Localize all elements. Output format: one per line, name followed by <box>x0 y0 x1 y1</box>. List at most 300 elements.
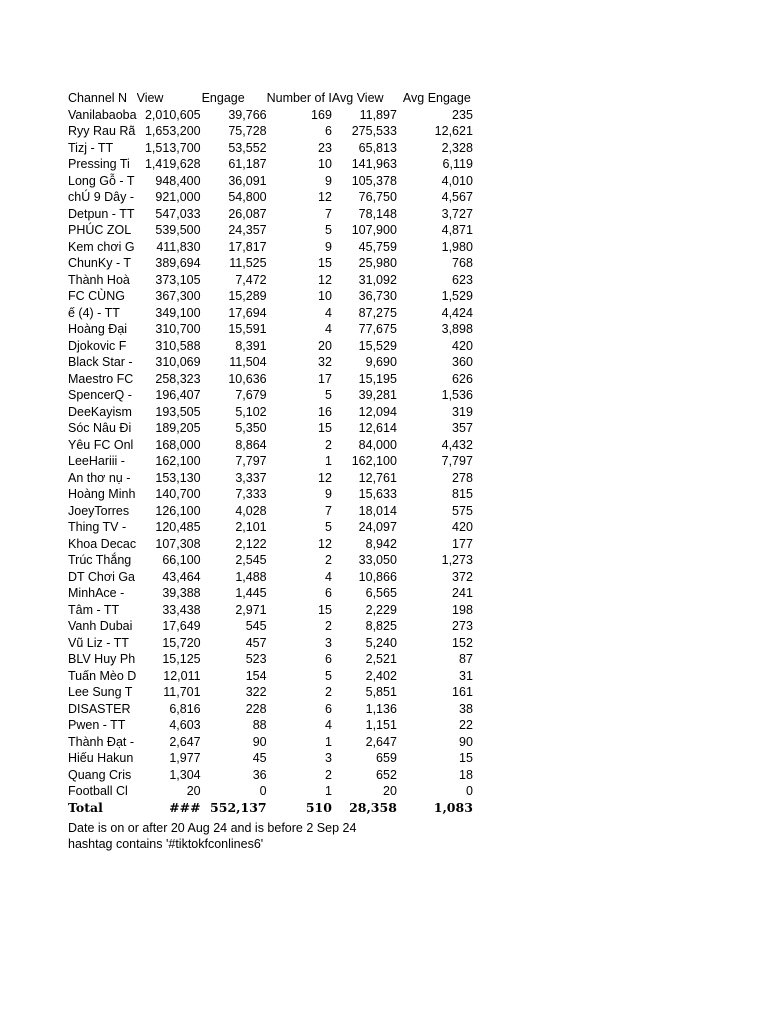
view-cell[interactable]: 15,720 <box>162 635 201 650</box>
view-cell[interactable]: 193,505 <box>155 404 201 419</box>
table-row <box>68 552 473 569</box>
avg-engage-cell[interactable]: 278 <box>452 470 473 485</box>
view-cell[interactable]: 66,100 <box>162 553 201 567</box>
avg-view-cell[interactable]: 12,614 <box>358 421 397 435</box>
channel-name-cell[interactable]: JoeyTorres <box>68 503 130 518</box>
channel-name-cell[interactable]: Kem chơi G <box>68 239 135 254</box>
header-avg-view[interactable]: Avg View <box>331 91 384 105</box>
number-of-cell[interactable]: 5 <box>324 668 332 683</box>
avg-engage-cell[interactable]: 1,536 <box>441 388 473 402</box>
avg-view-cell[interactable]: 36,730 <box>358 289 397 303</box>
avg-engage-cell[interactable]: 4,432 <box>441 437 473 452</box>
engage-cell[interactable]: 7,797 <box>235 454 267 468</box>
view-cell[interactable]: 2,010,605 <box>144 107 201 122</box>
engage-cell[interactable]: 457 <box>245 635 267 650</box>
avg-engage-cell[interactable]: 241 <box>452 586 473 600</box>
avg-view-cell[interactable]: 77,675 <box>358 322 397 336</box>
channel-name-cell[interactable]: Djokovic F <box>68 338 127 353</box>
table-row <box>68 684 473 701</box>
avg-engage-cell[interactable]: 87 <box>459 652 473 666</box>
table-row <box>68 222 473 239</box>
channel-name-cell[interactable]: Lee Sung T <box>68 685 133 699</box>
number-of-cell[interactable]: 17 <box>318 371 332 386</box>
avg-engage-cell[interactable]: 4,567 <box>441 190 473 204</box>
channel-name-cell[interactable]: Pwen - TT <box>68 718 126 732</box>
avg-view-cell[interactable]: 31,092 <box>358 272 397 287</box>
table-row <box>68 272 473 289</box>
avg-view-cell[interactable]: 65,813 <box>358 140 397 155</box>
table-row <box>68 354 473 371</box>
table-row <box>68 767 473 784</box>
engage-cell[interactable]: 17,694 <box>228 305 267 320</box>
avg-engage-cell[interactable]: 319 <box>452 404 473 419</box>
avg-view-cell[interactable]: 15,529 <box>358 338 397 353</box>
engage-cell[interactable]: 90 <box>252 734 267 749</box>
table-row <box>68 305 473 322</box>
avg-view-cell[interactable]: 12,094 <box>358 404 397 419</box>
table-row <box>68 750 473 767</box>
avg-engage-cell[interactable]: 177 <box>452 536 473 551</box>
view-cell[interactable]: 367,300 <box>155 289 201 303</box>
header-number-of[interactable]: Number of I <box>266 91 332 105</box>
engage-cell[interactable]: 0 <box>259 784 267 798</box>
view-cell[interactable]: 39,388 <box>162 586 201 600</box>
number-of-cell[interactable]: 4 <box>324 305 332 320</box>
view-cell[interactable]: 162,100 <box>155 454 201 468</box>
filter-notes <box>68 820 356 852</box>
view-cell[interactable]: 33,438 <box>162 602 201 617</box>
engage-cell[interactable]: 45 <box>252 751 267 765</box>
engage-cell[interactable]: 2,545 <box>235 553 267 567</box>
view-cell[interactable]: 196,407 <box>155 388 201 402</box>
channel-name-cell[interactable]: Hoàng Minh <box>68 487 136 501</box>
avg-engage-cell[interactable]: 357 <box>452 421 473 435</box>
number-of-cell[interactable]: 2 <box>324 619 332 633</box>
view-cell[interactable]: 6,816 <box>169 701 201 716</box>
avg-view-cell[interactable]: 1,151 <box>365 718 397 732</box>
table-row <box>68 602 473 619</box>
table-row <box>68 288 473 305</box>
number-of-cell[interactable]: 4 <box>324 569 332 584</box>
number-of-cell[interactable]: 6 <box>324 652 332 666</box>
engage-cell[interactable]: 228 <box>245 701 267 716</box>
table-row <box>68 519 473 536</box>
view-cell[interactable]: 11,701 <box>163 685 201 699</box>
avg-view-cell[interactable]: 33,050 <box>358 553 397 567</box>
avg-engage-cell[interactable]: 7,797 <box>441 454 473 468</box>
avg-view-cell[interactable]: 5,240 <box>365 635 397 650</box>
avg-view-cell[interactable]: 87,275 <box>358 305 397 320</box>
table-row <box>68 668 473 685</box>
channel-name-cell[interactable]: ChunKy - T <box>68 256 131 270</box>
channel-name-cell[interactable]: ế (4) - TT <box>68 305 120 320</box>
number-of-cell[interactable]: 12 <box>318 536 332 551</box>
avg-view-cell[interactable]: 9,690 <box>365 355 397 369</box>
avg-engage-cell[interactable]: 38 <box>459 701 473 716</box>
view-cell[interactable]: 107,308 <box>155 536 201 551</box>
number-of-cell[interactable]: 16 <box>318 404 332 419</box>
channel-name-cell[interactable]: Hiếu Hakun <box>68 751 134 765</box>
number-of-cell[interactable]: 20 <box>318 338 332 353</box>
avg-view-cell[interactable]: 2,647 <box>365 734 397 749</box>
channel-name-cell[interactable]: Vanh Dubai <box>68 619 133 633</box>
avg-engage-cell[interactable]: 4,424 <box>441 305 473 320</box>
engage-cell[interactable]: 36 <box>252 767 267 782</box>
number-of-cell[interactable]: 15 <box>318 256 332 270</box>
avg-engage-cell[interactable]: 12,621 <box>434 124 473 138</box>
number-of-cell[interactable]: 5 <box>324 520 332 534</box>
avg-view-cell[interactable]: 659 <box>376 751 397 765</box>
engage-cell[interactable]: 2,971 <box>235 602 267 617</box>
avg-view-cell[interactable]: 1,136 <box>365 701 397 716</box>
view-cell[interactable]: 349,100 <box>155 305 201 320</box>
table-row <box>68 156 473 173</box>
engage-cell[interactable]: 5,102 <box>235 404 267 419</box>
table-row <box>68 717 473 734</box>
view-cell[interactable]: 4,603 <box>169 718 201 732</box>
avg-engage-cell[interactable]: 198 <box>452 602 473 617</box>
view-cell[interactable]: 1,304 <box>169 767 201 782</box>
avg-engage-cell[interactable]: 420 <box>452 520 473 534</box>
engage-cell[interactable]: 523 <box>245 652 267 666</box>
table-row <box>68 569 473 586</box>
avg-engage-cell[interactable]: 161 <box>452 685 473 699</box>
avg-view-cell[interactable]: 162,100 <box>351 454 397 468</box>
channel-name-cell[interactable]: Black Star - <box>68 355 133 369</box>
channel-name-cell[interactable]: DT Chơi Ga <box>68 569 136 584</box>
engage-cell[interactable]: 61,187 <box>228 157 267 171</box>
number-of-cell[interactable]: 23 <box>318 140 332 155</box>
engage-cell[interactable]: 11,525 <box>229 256 267 270</box>
view-cell[interactable]: 310,069 <box>155 355 201 369</box>
avg-engage-cell[interactable]: 3,727 <box>441 206 473 221</box>
view-cell[interactable]: 2,647 <box>169 734 201 749</box>
view-cell[interactable]: 15,125 <box>162 652 201 666</box>
avg-engage-cell[interactable]: 575 <box>452 503 473 518</box>
view-cell[interactable]: 17,649 <box>162 619 201 633</box>
engage-cell[interactable]: 3,337 <box>235 470 267 485</box>
table-row <box>68 206 473 223</box>
number-of-cell[interactable]: 4 <box>324 718 332 732</box>
number-of-cell[interactable]: 2 <box>324 553 332 567</box>
number-of-cell[interactable]: 15 <box>318 421 332 435</box>
avg-view-cell[interactable]: 8,825 <box>365 619 397 633</box>
engage-cell[interactable]: 39,766 <box>228 107 267 122</box>
view-cell[interactable]: 153,130 <box>155 470 201 485</box>
view-cell[interactable]: 120,485 <box>155 520 201 534</box>
engage-cell[interactable]: 7,333 <box>235 487 267 501</box>
number-of-cell[interactable]: 12 <box>318 190 332 204</box>
channel-name-cell[interactable]: Maestro FC <box>68 371 134 386</box>
avg-engage-cell[interactable]: 235 <box>452 107 473 122</box>
avg-engage-cell[interactable]: 0 <box>465 784 473 798</box>
avg-view-cell[interactable]: 15,195 <box>358 371 397 386</box>
number-of-cell[interactable]: 12 <box>318 470 332 485</box>
engage-cell[interactable]: 545 <box>245 619 267 633</box>
engage-cell[interactable]: 2,122 <box>235 536 267 551</box>
view-cell[interactable]: 258,323 <box>155 371 201 386</box>
number-of-cell[interactable]: 3 <box>324 751 332 765</box>
avg-view-cell[interactable]: 20 <box>383 784 397 798</box>
number-of-cell[interactable]: 6 <box>324 586 332 600</box>
avg-engage-cell[interactable]: 623 <box>452 272 473 287</box>
avg-view-cell[interactable]: 6,565 <box>365 586 397 600</box>
view-cell[interactable]: 310,588 <box>155 338 201 353</box>
engage-cell[interactable]: 8,391 <box>235 338 267 353</box>
channel-name-cell[interactable]: Football Cl <box>68 784 128 798</box>
number-of-cell[interactable]: 6 <box>324 124 332 138</box>
channel-name-cell[interactable]: Tuấn Mèo D <box>68 668 137 683</box>
number-of-cell[interactable]: 2 <box>324 767 332 782</box>
engage-cell[interactable]: 15,591 <box>228 322 267 336</box>
number-of-cell[interactable]: 2 <box>324 437 332 452</box>
view-cell[interactable]: 20 <box>186 784 201 798</box>
avg-engage-cell[interactable]: 18 <box>459 767 473 782</box>
avg-view-cell[interactable]: 15,633 <box>358 487 397 501</box>
engage-cell[interactable]: 4,028 <box>235 503 267 518</box>
total-avg-engage[interactable]: 1,083 <box>433 799 473 815</box>
number-of-cell[interactable]: 9 <box>324 173 332 188</box>
view-cell[interactable]: 389,694 <box>155 256 201 270</box>
view-cell[interactable]: 12,011 <box>163 668 201 683</box>
channel-name-cell[interactable]: Thành Đạt - <box>68 734 135 749</box>
view-cell[interactable]: 948,400 <box>155 173 201 188</box>
number-of-cell[interactable]: 1 <box>324 454 332 468</box>
avg-view-cell[interactable]: 45,759 <box>358 239 397 254</box>
channel-name-cell[interactable]: Vũ Liz - TT <box>68 635 129 650</box>
avg-view-cell[interactable]: 12,761 <box>358 470 397 485</box>
header-avg-engage[interactable]: Avg Engage <box>402 91 471 105</box>
total-engage[interactable]: 552,137 <box>210 799 267 815</box>
number-of-cell[interactable]: 7 <box>324 503 332 518</box>
view-cell[interactable]: 1,977 <box>169 751 201 765</box>
view-cell[interactable]: 126,100 <box>155 503 201 518</box>
view-cell[interactable]: 1,419,628 <box>144 157 201 171</box>
avg-view-cell[interactable]: 25,980 <box>358 256 397 270</box>
channel-name-cell[interactable]: FC CÙNG <box>68 289 125 303</box>
view-cell[interactable]: 1,653,200 <box>144 124 201 138</box>
engage-cell[interactable]: 11,504 <box>229 355 267 369</box>
number-of-cell[interactable]: 1 <box>324 734 332 749</box>
total-avg-view[interactable]: 28,358 <box>349 799 397 815</box>
table-row <box>68 437 473 454</box>
channel-name-cell[interactable]: Tâm - TT <box>68 602 120 617</box>
avg-engage-cell[interactable]: 15 <box>459 751 473 765</box>
channel-name-cell[interactable]: Trúc Thắng <box>68 553 132 567</box>
header-channel-name[interactable]: Channel N <box>68 91 128 105</box>
engage-cell[interactable]: 10,636 <box>228 371 267 386</box>
channel-name-cell[interactable]: MinhAce - <box>68 586 125 600</box>
channel-name-cell[interactable]: Detpun - TT <box>68 206 135 221</box>
number-of-cell[interactable]: 10 <box>318 157 332 171</box>
avg-view-cell[interactable]: 107,900 <box>351 223 397 237</box>
engage-cell[interactable]: 24,357 <box>228 223 267 237</box>
channel-name-cell[interactable]: SpencerQ - <box>68 388 132 402</box>
number-of-cell[interactable]: 5 <box>324 388 332 402</box>
avg-view-cell[interactable]: 39,281 <box>358 388 397 402</box>
channel-name-cell[interactable]: DeeKayism <box>68 404 132 419</box>
table-row <box>68 536 473 553</box>
avg-view-cell[interactable]: 8,942 <box>365 536 397 551</box>
table-row <box>68 107 473 124</box>
number-of-cell[interactable]: 7 <box>324 206 332 221</box>
channel-name-cell[interactable]: Thing TV - <box>68 520 127 534</box>
engage-cell[interactable]: 54,800 <box>228 190 267 204</box>
avg-engage-cell[interactable]: 768 <box>452 256 473 270</box>
total-number-of[interactable]: 510 <box>305 799 332 815</box>
channel-name-cell[interactable]: LeeHariii - <box>68 454 125 468</box>
header-view[interactable]: View <box>136 91 164 105</box>
avg-view-cell[interactable]: 11,897 <box>359 107 397 122</box>
hashtag-filter-note[interactable]: hashtag contains '#tiktokfconlines6' <box>68 837 264 851</box>
avg-view-cell[interactable]: 652 <box>376 767 397 782</box>
number-of-cell[interactable]: 9 <box>324 239 332 254</box>
channel-name-cell[interactable]: PHÚC ZOL <box>68 223 132 237</box>
avg-view-cell[interactable]: 24,097 <box>358 520 397 534</box>
table-row <box>68 239 473 256</box>
channel-name-cell[interactable]: An thơ nụ - <box>68 470 131 485</box>
channel-name-cell[interactable]: Thành Hoà <box>68 272 130 287</box>
header-row <box>68 90 473 107</box>
avg-view-cell[interactable]: 84,000 <box>358 437 397 452</box>
avg-engage-cell[interactable]: 2,328 <box>441 140 473 155</box>
engage-cell[interactable]: 75,728 <box>228 124 267 138</box>
engage-cell[interactable]: 5,350 <box>235 421 267 435</box>
table-body <box>68 107 473 800</box>
avg-view-cell[interactable]: 2,402 <box>365 668 397 683</box>
engage-cell[interactable]: 154 <box>245 668 267 683</box>
number-of-cell[interactable]: 12 <box>318 272 332 287</box>
number-of-cell[interactable]: 4 <box>324 322 332 336</box>
total-label[interactable]: Total <box>68 799 103 815</box>
engage-cell[interactable]: 2,101 <box>235 520 267 534</box>
total-view[interactable]: ### <box>169 799 201 815</box>
avg-engage-cell[interactable]: 1,980 <box>441 239 473 254</box>
view-cell[interactable]: 921,000 <box>155 190 201 204</box>
avg-view-cell[interactable]: 105,378 <box>351 173 397 188</box>
engage-cell[interactable]: 8,864 <box>235 437 267 452</box>
channel-name-cell[interactable]: Sóc Nâu Đi <box>68 421 132 435</box>
table-row <box>68 453 473 470</box>
channel-name-cell[interactable]: Hoàng Đại <box>68 322 128 336</box>
engage-cell[interactable]: 88 <box>252 718 267 732</box>
number-of-cell[interactable]: 5 <box>324 223 332 237</box>
number-of-cell[interactable]: 2 <box>324 685 332 699</box>
engage-cell[interactable]: 17,817 <box>228 239 267 254</box>
table-row <box>68 486 473 503</box>
avg-view-cell[interactable]: 10,866 <box>358 569 397 584</box>
engage-cell[interactable]: 26,087 <box>228 206 267 221</box>
avg-engage-cell[interactable]: 3,898 <box>441 322 473 336</box>
view-cell[interactable]: 1,513,700 <box>144 140 201 155</box>
total-row <box>68 800 473 817</box>
number-of-cell[interactable]: 32 <box>318 355 332 369</box>
avg-engage-cell[interactable]: 626 <box>452 371 473 386</box>
number-of-cell[interactable]: 6 <box>324 701 332 716</box>
table-row <box>68 734 473 751</box>
avg-engage-cell[interactable]: 4,871 <box>441 223 473 237</box>
channel-name-cell[interactable]: DISASTER <box>68 701 131 716</box>
engage-cell[interactable]: 7,472 <box>235 272 267 287</box>
avg-engage-cell[interactable]: 4,010 <box>441 173 473 188</box>
view-cell[interactable]: 310,700 <box>155 322 201 336</box>
avg-view-cell[interactable]: 18,014 <box>358 503 397 518</box>
channel-name-cell[interactable]: Tizj - TT <box>68 140 114 155</box>
avg-engage-cell[interactable]: 360 <box>452 355 473 369</box>
avg-engage-cell[interactable]: 273 <box>452 619 473 633</box>
table-row <box>68 140 473 157</box>
avg-engage-cell[interactable]: 372 <box>452 569 473 584</box>
table-row <box>68 585 473 602</box>
number-of-cell[interactable]: 3 <box>324 635 332 650</box>
channel-name-cell[interactable]: Khoa Decac <box>68 536 137 551</box>
engage-cell[interactable]: 53,552 <box>228 140 267 155</box>
channel-name-cell[interactable]: Yêu FC Onl <box>68 437 134 452</box>
table-row <box>68 123 473 140</box>
channel-name-cell[interactable]: Long Gỗ - T <box>68 173 135 188</box>
avg-engage-cell[interactable]: 815 <box>452 487 473 501</box>
engage-cell[interactable]: 36,091 <box>228 173 267 188</box>
view-cell[interactable]: 411,830 <box>156 239 201 254</box>
table-row <box>68 503 473 520</box>
avg-engage-cell[interactable]: 31 <box>459 668 473 683</box>
engage-cell[interactable]: 1,488 <box>235 569 267 584</box>
view-cell[interactable]: 373,105 <box>155 272 201 287</box>
table-row <box>68 189 473 206</box>
avg-engage-cell[interactable]: 90 <box>459 734 473 749</box>
number-of-cell[interactable]: 169 <box>311 107 332 122</box>
channel-name-cell[interactable]: chÚ 9 Dây - <box>68 190 134 204</box>
engage-cell[interactable]: 7,679 <box>235 388 267 402</box>
engage-cell[interactable]: 15,289 <box>228 289 267 303</box>
avg-view-cell[interactable]: 275,533 <box>351 124 397 138</box>
avg-engage-cell[interactable]: 22 <box>459 718 473 732</box>
date-filter-note[interactable]: Date is on or after 20 Aug 24 and is before 2 Sep 24 <box>68 821 357 835</box>
channel-name-cell[interactable]: Vanilabaoba <box>68 107 137 122</box>
number-of-cell[interactable]: 1 <box>324 784 332 798</box>
avg-engage-cell[interactable]: 152 <box>452 635 473 650</box>
channel-name-cell[interactable]: Pressing Ti <box>68 157 130 171</box>
avg-engage-cell[interactable]: 420 <box>452 338 473 353</box>
engage-cell[interactable]: 1,445 <box>235 586 267 600</box>
avg-view-cell[interactable]: 76,750 <box>358 190 397 204</box>
avg-engage-cell[interactable]: 6,119 <box>442 157 473 171</box>
number-of-cell[interactable]: 10 <box>318 289 332 303</box>
view-cell[interactable]: 539,500 <box>155 223 201 237</box>
number-of-cell[interactable]: 9 <box>324 487 332 501</box>
avg-view-cell[interactable]: 78,148 <box>358 206 397 221</box>
engage-cell[interactable]: 322 <box>245 685 267 699</box>
view-cell[interactable]: 168,000 <box>155 437 201 452</box>
avg-engage-cell[interactable]: 1,529 <box>441 289 473 303</box>
view-cell[interactable]: 189,205 <box>155 421 201 435</box>
avg-view-cell[interactable]: 141,963 <box>351 157 397 171</box>
avg-view-cell[interactable]: 5,851 <box>365 685 397 699</box>
view-cell[interactable]: 43,464 <box>162 569 201 584</box>
channel-name-cell[interactable]: BLV Huy Ph <box>68 652 136 666</box>
view-cell[interactable]: 140,700 <box>155 487 201 501</box>
number-of-cell[interactable]: 15 <box>318 602 332 617</box>
avg-engage-cell[interactable]: 1,273 <box>441 553 473 567</box>
avg-view-cell[interactable]: 2,229 <box>365 602 397 617</box>
avg-view-cell[interactable]: 2,521 <box>365 652 397 666</box>
channel-name-cell[interactable]: Quang Cris <box>68 767 132 782</box>
table-row <box>68 470 473 487</box>
header-engage[interactable]: Engage <box>201 91 245 105</box>
channel-name-cell[interactable]: Ryy Rau Rã <box>68 124 136 138</box>
table-row <box>68 371 473 388</box>
view-cell[interactable]: 547,033 <box>155 206 201 221</box>
